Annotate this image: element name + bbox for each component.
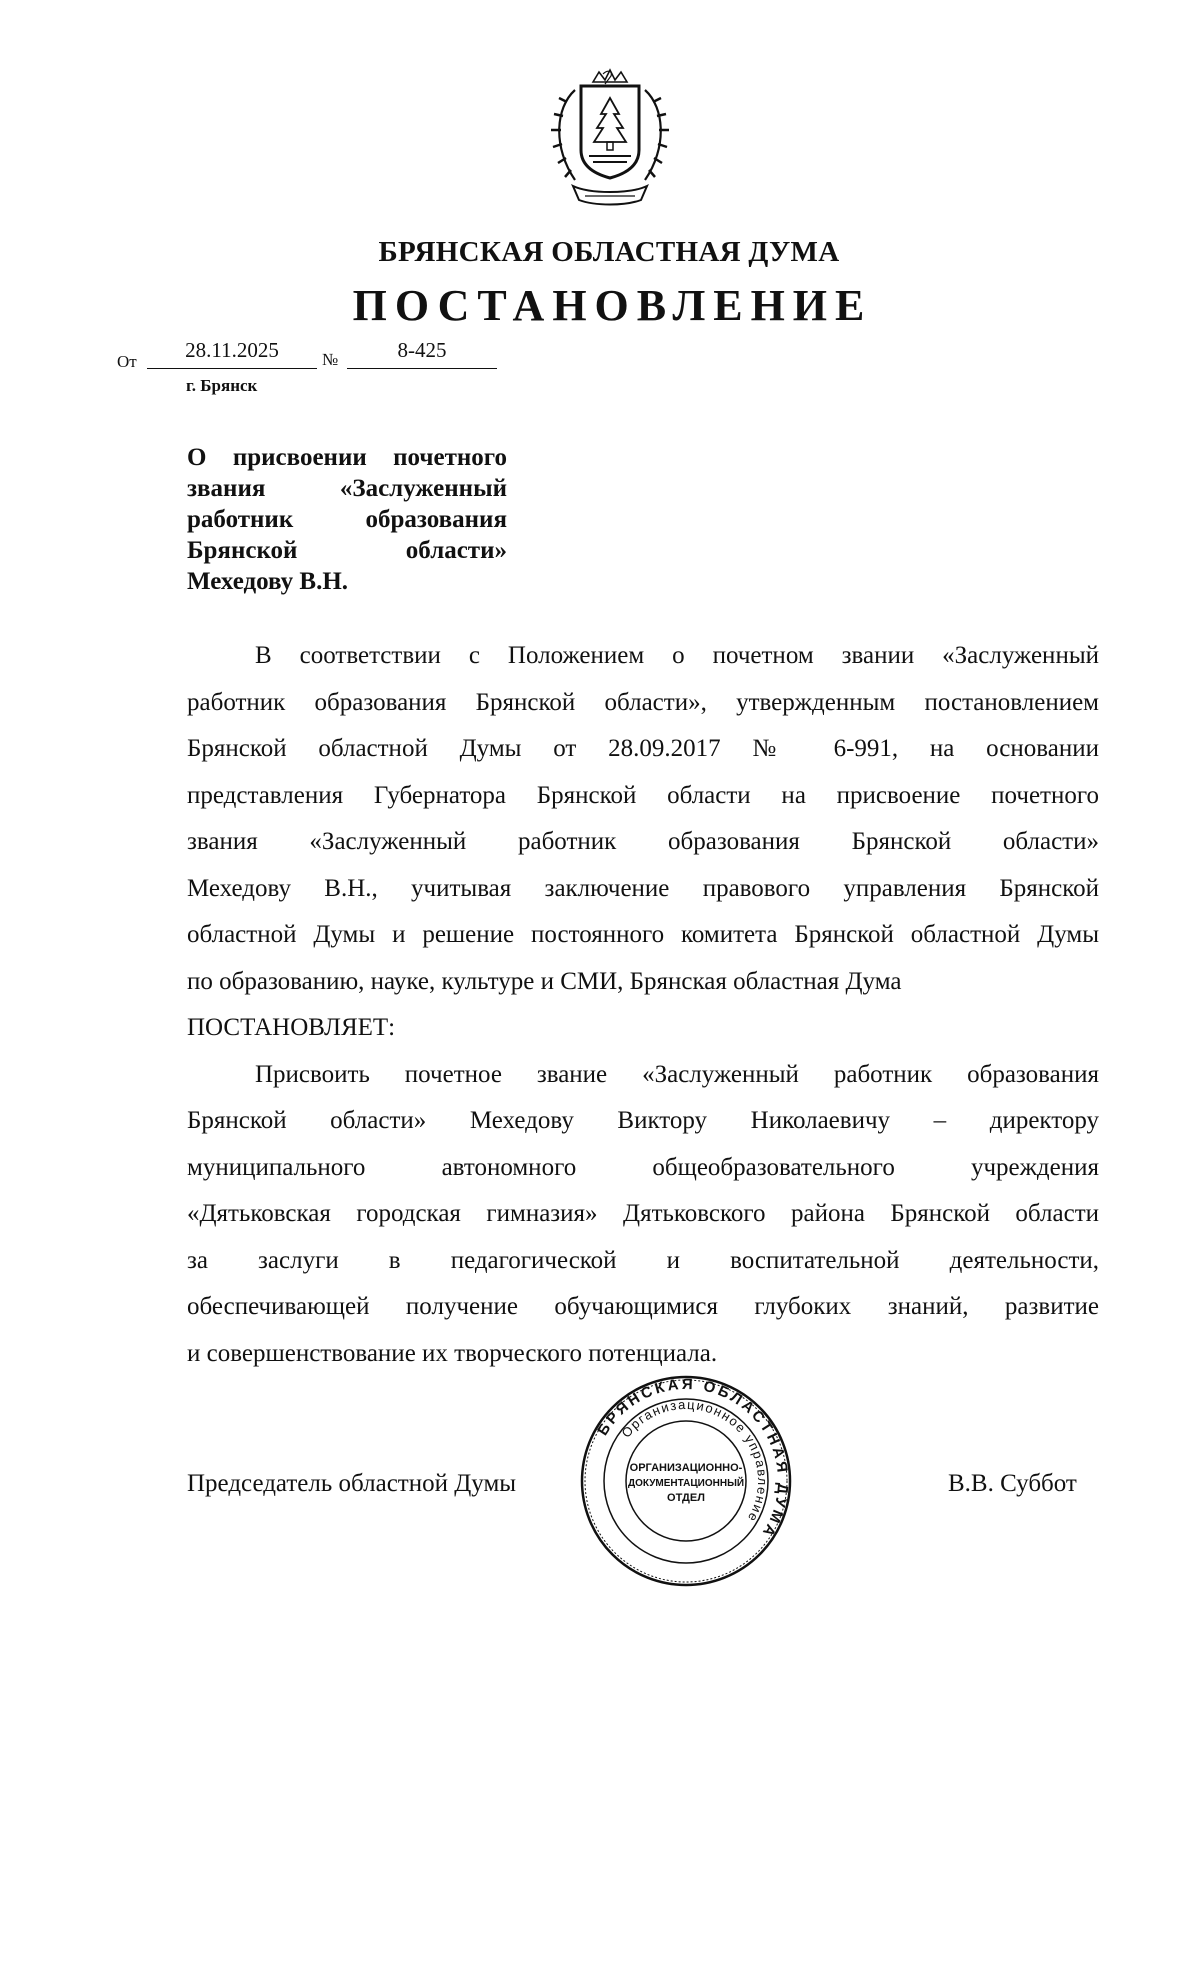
organization-title: БРЯНСКАЯ ОБЛАСТНАЯ ДУМА [378, 236, 840, 268]
body-line: по образованию, науке, культуре и СМИ, Брянская областная Дума [187, 967, 902, 995]
official-seal-stamp [578, 1372, 794, 1590]
body-line: областной Думы и решение постоянного комитета Брянской областной Думы [187, 921, 1099, 948]
signatory-position: Председатель областной Думы [187, 1470, 517, 1497]
paragraph-preamble [187, 633, 1099, 1005]
document-date: 28.11.2025 [147, 338, 317, 369]
document-meta [117, 338, 517, 398]
body-line: Брянской областной Думы от 28.09.2017 № 6-991, на основании [187, 735, 1099, 762]
subject-line: работник образования [187, 506, 507, 533]
city-label: г. Брянск [186, 376, 258, 395]
body-line: обеспечивающей получение обучающимися глубоких знаний, развитие [187, 1293, 1099, 1320]
document-body [187, 633, 1099, 1377]
seal-outer-text: БРЯНСКАЯ ОБЛАСТНАЯ ДУМА [594, 1375, 792, 1542]
subject-line: Брянской области» [187, 537, 507, 564]
body-line: муниципального автономного общеобразовательного учреждения [187, 1153, 1099, 1181]
document-subject [187, 442, 507, 597]
paragraph-decision [187, 1052, 1099, 1378]
coat-of-arms-emblem [545, 68, 675, 210]
subject-line: О присвоении почетного [187, 444, 507, 471]
body-line: за заслуги в педагогической и воспитательной деятельности, [187, 1246, 1099, 1274]
subject-line: Мехедову В.Н. [187, 568, 349, 595]
body-line: Мехедову В.Н., учитывая заключение правового управления Брянской [187, 874, 1099, 902]
seal-inner-text: Организационное управление [618, 1396, 771, 1526]
body-line: звания «Заслуженный работник образования Брянской области» [187, 828, 1099, 855]
subject-line: звания «Заслуженный [187, 475, 507, 502]
body-line: Брянской области» Мехедову Виктору Николаевичу – директору [187, 1107, 1099, 1134]
seal-center-line: ДОКУМЕНТАЦИОННЫЙ [627, 1478, 745, 1489]
body-line: работник образования Брянской области», утвержденным постановлением [187, 688, 1099, 716]
body-line: и совершенствование их творческого потенциала. [187, 1339, 718, 1367]
body-line: В соответствии с Положением о почетном звании «Заслуженный [255, 642, 1099, 669]
body-line: Присвоить почетное звание «Заслуженный работник образования [255, 1060, 1099, 1088]
number-label: № [322, 350, 339, 369]
body-line: «Дятьковская городская гимназия» Дятьковского района Брянской области [187, 1200, 1099, 1227]
seal-center-line: ОРГАНИЗАЦИОННО- [629, 1462, 743, 1474]
seal-center-line: ОТДЕЛ [667, 1492, 705, 1504]
document-type-title: ПОСТАНОВЛЕНИЕ [352, 281, 873, 330]
body-line: представления Губернатора Брянской области на присвоение почетного [187, 781, 1099, 809]
document-number: 8-425 [347, 338, 497, 369]
date-label: От [117, 352, 137, 371]
signatory-name: В.В. Суббот [948, 1470, 1077, 1497]
decree-word: ПОСТАНОВЛЯЕТ: [187, 1014, 396, 1041]
